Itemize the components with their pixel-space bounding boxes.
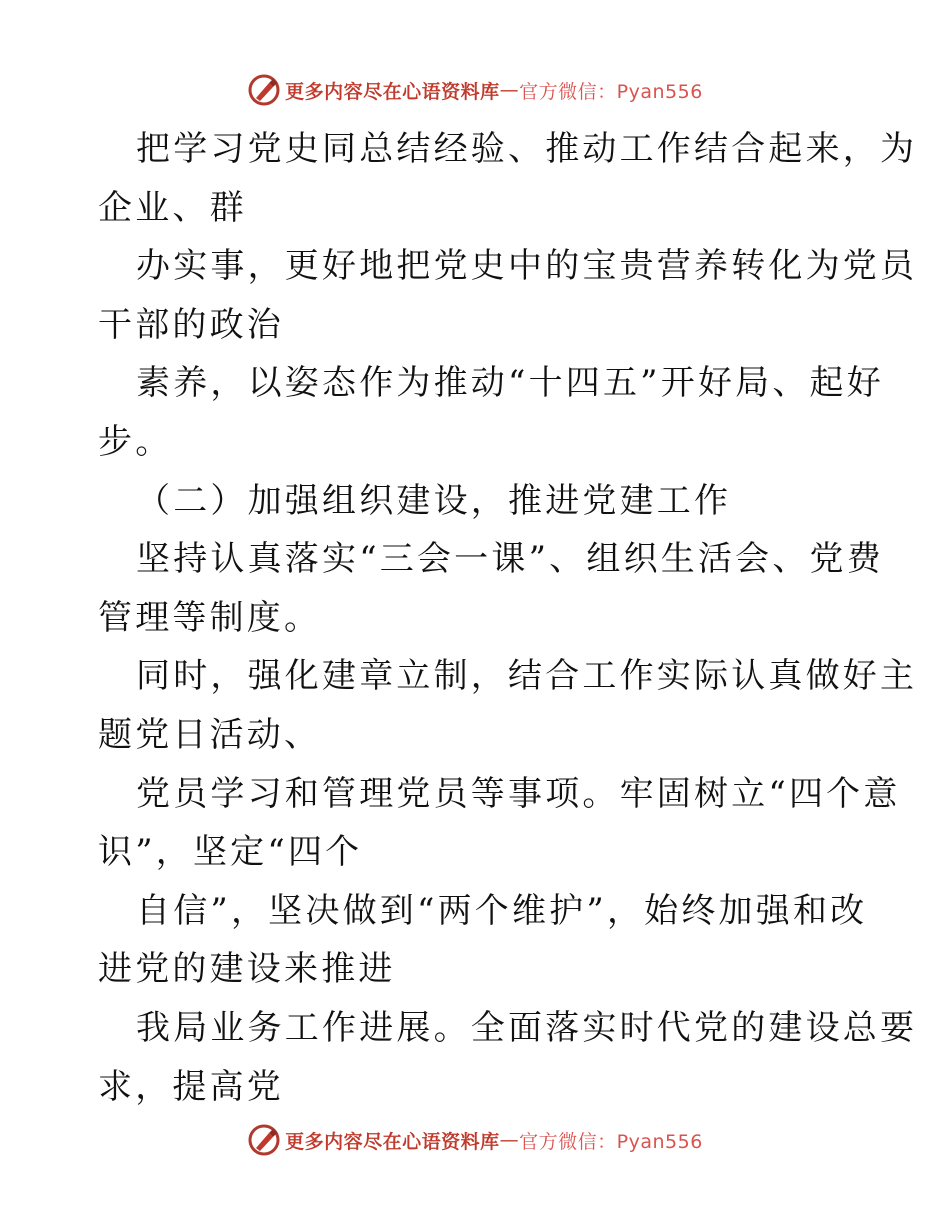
text-line: 办实事，更好地把党史中的宝贵营养转化为党员 [136, 246, 918, 287]
text-line: 坚持认真落实“三会一课”、组织生活会、党费 [136, 539, 884, 580]
footer-watermark [0, 1120, 950, 1160]
pen-logo-icon [247, 73, 281, 107]
pen-logo-icon [247, 1123, 281, 1157]
document-body [98, 120, 918, 1116]
text-line: 识”，坚定“四个 [98, 832, 363, 873]
watermark-account: 官方微信：Pyan556 [519, 1130, 703, 1153]
text-line: 进党的建设来推进 [98, 949, 396, 990]
watermark-dash: — [499, 79, 520, 101]
watermark-text: 更多内容尽在心语资料库 [285, 1130, 500, 1153]
text-line: 素养，以姿态作为推动“十四五”开好局、起好 [136, 363, 884, 404]
section-heading: （二）加强组织建设，推进党建工作 [136, 480, 732, 521]
text-line: 题党日活动、 [98, 714, 322, 755]
watermark-text: 更多内容尽在心语资料库 [285, 80, 500, 103]
header-watermark [0, 70, 950, 110]
watermark-account: 官方微信：Pyan556 [519, 80, 703, 103]
text-line: 企业、群 [98, 187, 247, 228]
text-line: 干部的政治 [98, 304, 284, 345]
watermark-dash: — [499, 1129, 520, 1151]
text-line: 我局业务工作进展。全面落实时代党的建设总要 [136, 1007, 918, 1048]
text-line: 管理等制度。 [98, 597, 322, 638]
text-line: 党员学习和管理党员等事项。牢固树立“四个意 [136, 773, 901, 814]
text-line: 自信”，坚决做到“两个维护”，始终加强和改 [136, 890, 868, 931]
text-line: 同时，强化建章立制，结合工作实际认真做好主 [136, 656, 918, 697]
text-line: 求，提高党 [98, 1066, 284, 1107]
text-line: 步。 [98, 421, 173, 462]
text-line: 把学习党史同总结经验、推动工作结合起来，为 [136, 129, 918, 169]
